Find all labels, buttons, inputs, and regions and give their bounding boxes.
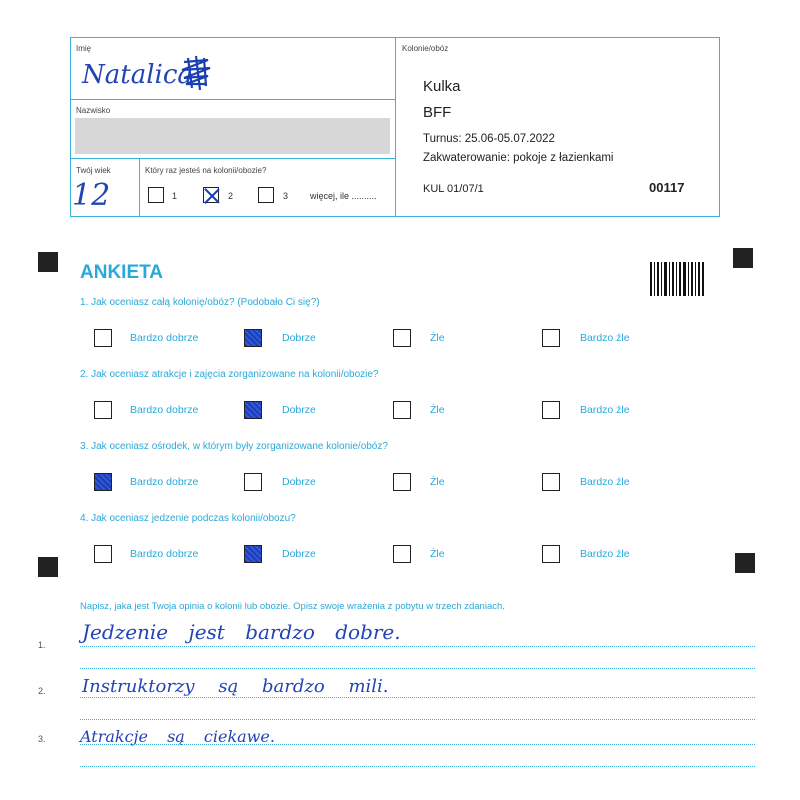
- question-2-text: 2. Jak oceniasz atrakcje i zajęcia zorganizowane na kolonii/obozie?: [80, 369, 379, 380]
- question-3-option-3-checkbox[interactable]: [393, 473, 411, 491]
- redacted-bar: [75, 118, 390, 154]
- ktory-raz-1-checkbox[interactable]: [148, 187, 164, 203]
- question-1-option-1-label: Bardzo dobrze: [130, 332, 199, 344]
- line-number: 2.: [38, 686, 46, 696]
- question-4-option-3-checkbox[interactable]: [393, 545, 411, 563]
- question-2-option-1-label: Bardzo dobrze: [130, 404, 199, 416]
- barcode: [650, 262, 705, 296]
- question-1-option-3-checkbox[interactable]: [393, 329, 411, 347]
- kolonie-label: Kolonie/obóz: [402, 44, 449, 53]
- corner-marker: [38, 252, 58, 272]
- question-1-option-2-checkbox[interactable]: [244, 329, 262, 347]
- wiek-value[interactable]: 12: [72, 178, 111, 213]
- question-1-option-3-label: Źle: [430, 332, 445, 344]
- imie-label: Imię: [76, 44, 92, 53]
- turnus-text: Turnus: 25.06-05.07.2022: [423, 133, 555, 145]
- kolonie-sub: BFF: [423, 104, 452, 121]
- question-3-option-3-label: Źle: [430, 476, 445, 488]
- question-1-option-4-label: Bardzo źle: [580, 332, 630, 344]
- question-2-option-3-label: Źle: [430, 404, 445, 416]
- line-number: 3.: [38, 734, 46, 744]
- answer-3[interactable]: Atrakcje są ciekawe.: [80, 727, 275, 746]
- question-4-option-1-label: Bardzo dobrze: [130, 548, 199, 560]
- ktory-raz-3-checkbox[interactable]: [258, 187, 274, 203]
- line-number: 1.: [38, 640, 46, 650]
- question-3-text: 3. Jak oceniasz ośrodek, w którym były zorganizowane kolonie/obóz?: [80, 441, 388, 452]
- answer-1[interactable]: Jedzenie jest bardzo dobre.: [82, 620, 401, 644]
- answer-line: [80, 719, 755, 720]
- question-4-option-4-checkbox[interactable]: [542, 545, 560, 563]
- question-2-option-3-checkbox[interactable]: [393, 401, 411, 419]
- question-2-option-4-label: Bardzo źle: [580, 404, 630, 416]
- question-1-text: 1. Jak oceniasz całą kolonię/obóz? (Podobało Ci się?): [80, 297, 320, 308]
- answer-line: [80, 766, 755, 767]
- answer-line: [80, 697, 755, 698]
- opinion-prompt: Napisz, jaka jest Twoja opinia o kolonii lub obozie. Opisz swoje wrażenia z pobytu w trzech zdaniach.: [80, 601, 505, 612]
- kolonie-name: Kulka: [423, 78, 461, 95]
- question-2-option-4-checkbox[interactable]: [542, 401, 560, 419]
- code-text: KUL 01/07/1: [423, 183, 484, 195]
- answer-2[interactable]: Instruktorzy są bardzo mili.: [82, 676, 389, 697]
- answer-line: [80, 668, 755, 669]
- form-number: 00117: [649, 180, 685, 195]
- question-4-option-1-checkbox[interactable]: [94, 545, 112, 563]
- question-3-option-2-checkbox[interactable]: [244, 473, 262, 491]
- question-3-option-4-label: Bardzo źle: [580, 476, 630, 488]
- answer-line: [80, 646, 755, 647]
- question-1-option-1-checkbox[interactable]: [94, 329, 112, 347]
- wiecej-label: więcej, ile ..........: [310, 191, 377, 201]
- corner-marker: [733, 248, 753, 268]
- question-1-option-2-label: Dobrze: [282, 332, 316, 344]
- question-2-option-2-checkbox[interactable]: [244, 401, 262, 419]
- ktory-raz-2-label: 2: [228, 191, 234, 201]
- question-1-option-4-checkbox[interactable]: [542, 329, 560, 347]
- question-2-option-2-label: Dobrze: [282, 404, 316, 416]
- wiek-label: Twój wiek: [76, 166, 111, 175]
- question-3-option-1-label: Bardzo dobrze: [130, 476, 199, 488]
- page-title: ANKIETA: [80, 262, 164, 283]
- question-3-option-1-checkbox[interactable]: [94, 473, 112, 491]
- corner-marker: [735, 553, 755, 573]
- question-2-option-1-checkbox[interactable]: [94, 401, 112, 419]
- nazwisko-label: Nazwisko: [76, 106, 111, 115]
- question-3-option-4-checkbox[interactable]: [542, 473, 560, 491]
- answer-line: [80, 744, 755, 745]
- question-4-option-3-label: Źle: [430, 548, 445, 560]
- ktory-raz-label: Który raz jesteś na kolonii/obozie?: [145, 166, 267, 175]
- scribble-icon: [178, 52, 214, 92]
- question-4-option-2-label: Dobrze: [282, 548, 316, 560]
- zakwaterowanie-text: Zakwaterowanie: pokoje z łazienkami: [423, 152, 614, 164]
- ktory-raz-2-checkbox[interactable]: [203, 187, 219, 203]
- imie-value[interactable]: Natalica: [82, 60, 193, 90]
- question-3-option-2-label: Dobrze: [282, 476, 316, 488]
- ktory-raz-1-label: 1: [172, 191, 178, 201]
- question-4-option-2-checkbox[interactable]: [244, 545, 262, 563]
- question-4-option-4-label: Bardzo źle: [580, 548, 630, 560]
- question-4-text: 4. Jak oceniasz jedzenie podczas kolonii/obozu?: [80, 513, 296, 524]
- corner-marker: [38, 557, 58, 577]
- ktory-raz-3-label: 3: [283, 191, 289, 201]
